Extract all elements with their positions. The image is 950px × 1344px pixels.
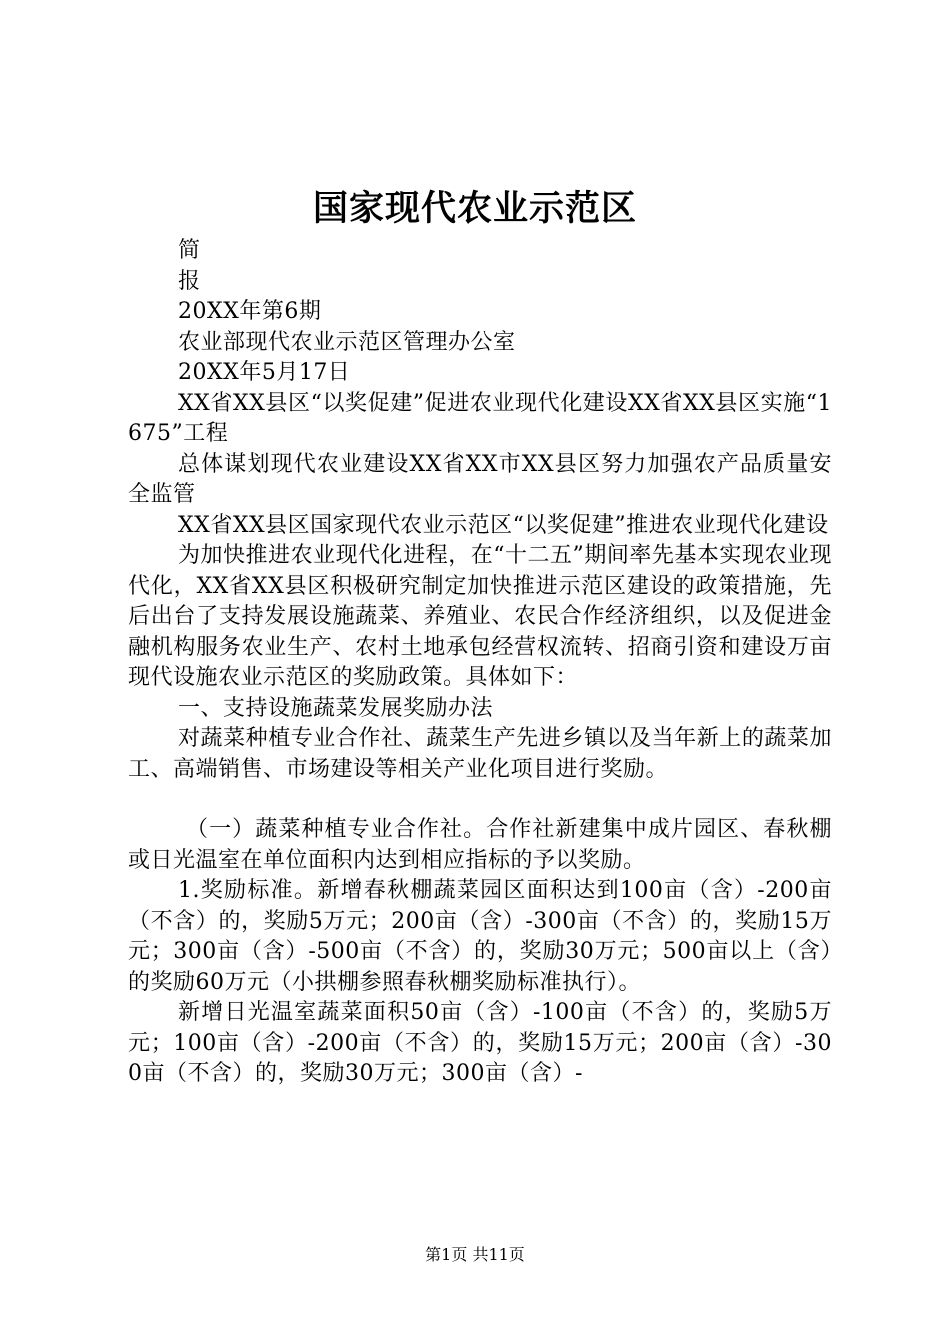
paragraph: 总体谋划现代农业建设XX省XX市XX县区努力加强农产品质量安全监管 (128, 451, 832, 507)
document-body (128, 236, 832, 1090)
blank-line (128, 785, 832, 815)
document-title: 国家现代农业示范区 (312, 188, 637, 229)
section-heading: 一、支持设施蔬菜发展奖励办法 (178, 695, 494, 721)
paragraph: 农业部现代农业示范区管理办公室 (178, 329, 516, 355)
paragraph: 20XX年第6期 (178, 299, 322, 324)
paragraph: 报 (178, 268, 201, 294)
paragraph: XX省XX县区国家现代农业示范区“以奖促建”推进农业现代化建设 (178, 512, 829, 538)
paragraph: （一）蔬菜种植专业合作社。合作社新建集中成片园区、春秋棚或日光温室在单位面积内达到相应指标的予以奖励。 (128, 817, 832, 873)
paragraph: 简 (178, 238, 201, 263)
paragraph: 1.奖励标准。新增春秋棚蔬菜园区面积达到100亩（含）-200亩（不含）的，奖励5万元；200亩（含）-300亩（不含）的，奖励15万元；300亩（含）-500亩（不含）的，奖励30万元；500亩以上（含）的奖励60万元（小拱棚参照春秋棚奖励标准执行）。 (128, 878, 832, 995)
paragraph: 20XX年5月17日 (178, 360, 351, 385)
paragraph: 新增日光温室蔬菜面积50亩（含）-100亩（不含）的，奖励5万元；100亩（含）-200亩（不含）的，奖励15万元；200亩（含）-300亩（不含）的，奖励30万元；300亩（含）- (128, 1000, 832, 1086)
page-footer: 第1页 共11页 (425, 1245, 525, 1264)
paragraph: XX省XX县区“以奖促建”促进农业现代化建设XX省XX县区实施“1675”工程 (128, 390, 832, 446)
paragraph: 为加快推进农业现代化进程，在“十二五”期间率先基本实现农业现代化，XX省XX县区积极研究制定加快推进示范区建设的政策措施，先后出台了支持发展设施蔬菜、养殖业、农民合作经济组织，以及促进金融机构服务农业生产、农村土地承包经营权流转、招商引资和建设万亩现代设施农业示范区的奖励政策。具体如下： (128, 543, 832, 690)
paragraph: 对蔬菜种植专业合作社、蔬菜生产先进乡镇以及当年新上的蔬菜加工、高端销售、市场建设等相关产业化项目进行奖励。 (128, 726, 832, 782)
